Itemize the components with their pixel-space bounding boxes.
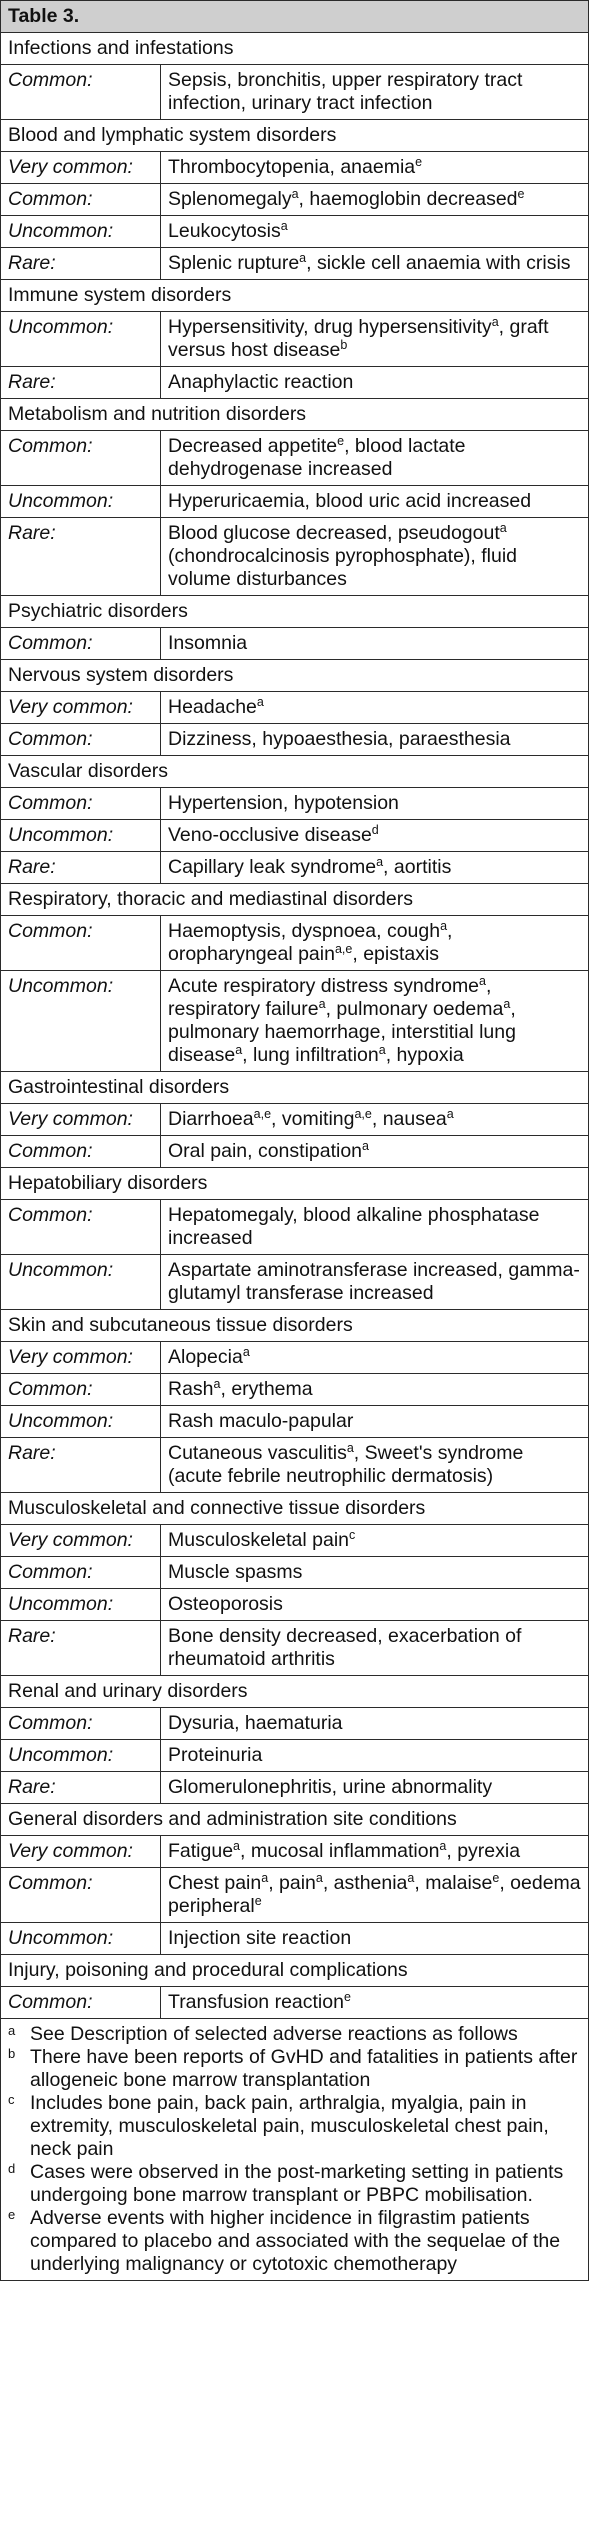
frequency-cell: Uncommon:	[1, 820, 161, 852]
soc-row	[1, 33, 589, 65]
reaction-text: Dysuria, haematuria	[168, 1712, 343, 1734]
footnote-text: There have been reports of GvHD and fatalities in patients after allogeneic bone marrow transplantation	[30, 2046, 578, 2091]
footnote-reference: a	[233, 1839, 240, 1854]
reaction-row	[1, 916, 589, 971]
soc-row	[1, 660, 589, 692]
reaction-row	[1, 1136, 589, 1168]
reactions-cell	[161, 152, 589, 184]
reaction-text: Fatigue	[168, 1840, 234, 1862]
reaction-row	[1, 184, 589, 216]
system-organ-class: Vascular disorders	[1, 756, 589, 788]
footnote-text: Includes bone pain, back pain, arthralgia, myalgia, pain in extremity, musculoskeletal pain, musculoskeletal chest pain, neck pain	[30, 2092, 549, 2160]
reaction-text: Blood glucose decreased, pseudogout	[168, 522, 500, 544]
reaction-text: Hyperuricaemia, blood uric acid increased	[168, 490, 532, 512]
footnote-reference: a	[291, 187, 299, 202]
frequency-cell: Common:	[1, 724, 161, 756]
reaction-text: , haemoglobin decreased	[298, 188, 518, 210]
reaction-text: Anaphylactic reaction	[168, 371, 354, 393]
frequency-cell: Common:	[1, 65, 161, 120]
reactions-cell	[161, 184, 589, 216]
reaction-text: Rash maculo-papular	[168, 1410, 354, 1432]
reaction-text: Glomerulonephritis, urine abnormality	[168, 1776, 493, 1798]
footnote	[8, 2092, 582, 2161]
reaction-text: Transfusion reaction	[168, 1991, 344, 2013]
reaction-text: Hypertension, hypotension	[168, 792, 399, 814]
footnote-reference: a,e	[253, 1107, 272, 1122]
soc-row	[1, 884, 589, 916]
footnote-reference: a	[280, 219, 288, 234]
soc-row	[1, 1493, 589, 1525]
reaction-text: Proteinuria	[168, 1744, 263, 1766]
reaction-text: Insomnia	[168, 632, 248, 654]
reaction-text: , oedema peripheral	[168, 1872, 581, 1917]
reaction-row	[1, 628, 589, 660]
reaction-row	[1, 724, 589, 756]
reactions-cell	[161, 1868, 589, 1923]
frequency-cell: Uncommon:	[1, 1406, 161, 1438]
reactions-cell	[161, 1255, 589, 1310]
footnote-reference: a,e	[354, 1107, 372, 1122]
reactions-cell	[161, 1136, 589, 1168]
reaction-text: Cutaneous vasculitis	[168, 1442, 347, 1464]
reactions-cell	[161, 1342, 589, 1374]
reaction-row	[1, 1525, 589, 1557]
reaction-text: Splenic rupture	[168, 252, 300, 274]
footnote-reference: d	[371, 823, 379, 838]
footnote-reference: a	[235, 1043, 243, 1058]
frequency-cell: Rare:	[1, 852, 161, 884]
reaction-text: Musculoskeletal pain	[168, 1529, 350, 1551]
reaction-text: Decreased appetite	[168, 435, 338, 457]
reactions-cell	[161, 1104, 589, 1136]
frequency-cell: Very common:	[1, 692, 161, 724]
reactions-cell	[161, 724, 589, 756]
reaction-text: , blood lactate dehydrogenase increased	[168, 435, 466, 480]
footnote-reference: e	[492, 1871, 500, 1886]
reaction-text: Muscle spasms	[168, 1561, 303, 1583]
reaction-row	[1, 1987, 589, 2019]
reaction-text: Haemoptysis, dyspnoea, cough	[168, 920, 441, 942]
footnote-reference: e	[254, 1894, 262, 1909]
reaction-row	[1, 692, 589, 724]
reaction-text: Aspartate aminotransferase increased, gamma-glutamyl transferase increased	[168, 1259, 580, 1304]
footnote-reference: a	[407, 1871, 415, 1886]
footnote-reference: a	[213, 1377, 221, 1392]
footnote-mark: b	[8, 2046, 16, 2061]
footnote-reference: a	[491, 315, 499, 330]
reactions-cell	[161, 248, 589, 280]
footnote-text: See Description of selected adverse reactions as follows	[30, 2023, 518, 2045]
footnote	[8, 2161, 582, 2207]
reaction-text: , graft versus host disease	[168, 316, 549, 361]
reaction-text: Capillary leak syndrome	[168, 856, 377, 878]
system-organ-class: Blood and lymphatic system disorders	[1, 120, 589, 152]
soc-row	[1, 120, 589, 152]
frequency-cell: Very common:	[1, 1836, 161, 1868]
reactions-cell	[161, 312, 589, 367]
reaction-row	[1, 312, 589, 367]
reactions-cell	[161, 486, 589, 518]
reaction-row	[1, 1589, 589, 1621]
reaction-text: , epistaxis	[352, 943, 440, 965]
footnote-reference: a	[362, 1139, 369, 1154]
reactions-cell	[161, 518, 589, 596]
soc-row	[1, 596, 589, 628]
reaction-row	[1, 1104, 589, 1136]
frequency-cell: Rare:	[1, 1438, 161, 1493]
reaction-row	[1, 1772, 589, 1804]
footnote-text: Adverse events with higher incidence in filgrastim patients compared to placebo and associated with the sequelae of the underlying malignancy or cytotoxic chemotherapy	[30, 2207, 561, 2275]
soc-row	[1, 1310, 589, 1342]
reaction-text: Alopecia	[168, 1346, 243, 1368]
reaction-row	[1, 518, 589, 596]
footnote-reference: a	[261, 1871, 269, 1886]
system-organ-class: Immune system disorders	[1, 280, 589, 312]
frequency-cell: Common:	[1, 1868, 161, 1923]
frequency-cell: Uncommon:	[1, 1923, 161, 1955]
reaction-text: Hypersensitivity, drug hypersensitivity	[168, 316, 492, 338]
system-organ-class: Respiratory, thoracic and mediastinal disorders	[1, 884, 589, 916]
reaction-row	[1, 367, 589, 399]
reaction-row	[1, 1621, 589, 1676]
reaction-text: Osteoporosis	[168, 1593, 283, 1615]
frequency-cell: Common:	[1, 1708, 161, 1740]
reaction-text: , lung infiltration	[242, 1044, 379, 1066]
frequency-cell: Common:	[1, 916, 161, 971]
frequency-cell: Uncommon:	[1, 1740, 161, 1772]
soc-row	[1, 756, 589, 788]
soc-row	[1, 280, 589, 312]
reactions-cell	[161, 1923, 589, 1955]
reaction-row	[1, 1406, 589, 1438]
reaction-text: , aortitis	[383, 856, 452, 878]
reactions-cell	[161, 852, 589, 884]
frequency-cell: Uncommon:	[1, 971, 161, 1072]
frequency-cell: Rare:	[1, 1621, 161, 1676]
system-organ-class: Metabolism and nutrition disorders	[1, 399, 589, 431]
frequency-cell: Common:	[1, 1374, 161, 1406]
system-organ-class: Infections and infestations	[1, 33, 589, 65]
table-title-row	[1, 1, 589, 33]
reactions-cell	[161, 692, 589, 724]
reaction-text: Headache	[168, 696, 257, 718]
frequency-cell: Common:	[1, 1987, 161, 2019]
footnote-mark: e	[8, 2207, 16, 2222]
footnote-text: Cases were observed in the post-marketing setting in patients undergoing bone marrow transplant or PBPC mobilisation.	[30, 2161, 564, 2206]
frequency-cell: Uncommon:	[1, 216, 161, 248]
footnote-reference: a	[446, 1107, 454, 1122]
frequency-cell: Common:	[1, 628, 161, 660]
footnote-reference: a	[315, 1871, 323, 1886]
table-body	[1, 1, 589, 2281]
reaction-text: , Sweet's syndrome (acute febrile neutrophilic dermatosis)	[168, 1442, 524, 1487]
reaction-text: , pulmonary haemorrhage, interstitial lung disease	[168, 998, 516, 1066]
footnote-reference: b	[340, 338, 348, 353]
reaction-row	[1, 1374, 589, 1406]
reactions-cell	[161, 1621, 589, 1676]
footnote-reference: a	[479, 974, 486, 989]
footnote-reference: a	[318, 997, 326, 1012]
reaction-text: Rash	[168, 1378, 214, 1400]
reaction-row	[1, 1868, 589, 1923]
footnotes-row	[1, 2019, 589, 2281]
reaction-text: Injection site reaction	[168, 1927, 352, 1949]
footnote-reference: a	[242, 1345, 250, 1360]
footnote	[8, 2046, 582, 2092]
reaction-row	[1, 1923, 589, 1955]
reactions-cell	[161, 216, 589, 248]
reaction-text: Sepsis, bronchitis, upper respiratory tract infection, urinary tract infection	[168, 69, 523, 114]
reactions-cell	[161, 916, 589, 971]
reaction-text: , pyrexia	[446, 1840, 521, 1862]
footnote-mark: a	[8, 2023, 16, 2038]
frequency-cell: Common:	[1, 431, 161, 486]
reaction-row	[1, 1708, 589, 1740]
reaction-row	[1, 971, 589, 1072]
frequency-cell: Common:	[1, 788, 161, 820]
reactions-cell	[161, 1772, 589, 1804]
system-organ-class: Nervous system disorders	[1, 660, 589, 692]
reaction-text: Splenomegaly	[168, 188, 292, 210]
footnote-mark: d	[8, 2161, 16, 2176]
reaction-text: , pulmonary oedema	[325, 998, 504, 1020]
footnote-reference: a	[503, 997, 511, 1012]
frequency-cell: Common:	[1, 184, 161, 216]
reactions-cell	[161, 1438, 589, 1493]
reaction-text: Leukocytosis	[168, 220, 281, 242]
footnote-mark: c	[8, 2092, 15, 2107]
soc-row	[1, 1072, 589, 1104]
reactions-cell	[161, 820, 589, 852]
footnote-reference: a	[376, 855, 384, 870]
frequency-cell: Common:	[1, 1136, 161, 1168]
reaction-text: Thrombocytopenia, anaemia	[168, 156, 416, 178]
reaction-text: , pain	[268, 1872, 316, 1894]
reaction-row	[1, 152, 589, 184]
footnote-reference: a	[346, 1441, 354, 1456]
system-organ-class: Skin and subcutaneous tissue disorders	[1, 1310, 589, 1342]
reaction-text: Hepatomegaly, blood alkaline phosphatase increased	[168, 1204, 540, 1249]
reaction-text: Veno-occlusive disease	[168, 824, 372, 846]
reaction-text: Oral pain, constipation	[168, 1140, 363, 1162]
footnote-reference: e	[415, 155, 423, 170]
reaction-row	[1, 65, 589, 120]
reaction-row	[1, 788, 589, 820]
frequency-cell: Uncommon:	[1, 1255, 161, 1310]
reaction-row	[1, 216, 589, 248]
reactions-cell	[161, 1836, 589, 1868]
frequency-cell: Rare:	[1, 248, 161, 280]
frequency-cell: Very common:	[1, 1342, 161, 1374]
reaction-text: Diarrhoea	[168, 1108, 254, 1130]
footnote-reference: e	[337, 434, 345, 449]
footnote-reference: a	[440, 919, 448, 934]
reaction-row	[1, 1438, 589, 1493]
system-organ-class: Renal and urinary disorders	[1, 1676, 589, 1708]
soc-row	[1, 1676, 589, 1708]
reaction-row	[1, 1342, 589, 1374]
reactions-cell	[161, 1589, 589, 1621]
reactions-cell	[161, 1740, 589, 1772]
footnote	[8, 2207, 582, 2276]
reaction-row	[1, 248, 589, 280]
reaction-row	[1, 820, 589, 852]
reaction-text: , malaise	[414, 1872, 493, 1894]
reaction-text: , mucosal inflammation	[240, 1840, 440, 1862]
frequency-cell: Rare:	[1, 1772, 161, 1804]
frequency-cell: Common:	[1, 1557, 161, 1589]
reaction-text: , sickle cell anaemia with crisis	[306, 252, 571, 274]
soc-row	[1, 1168, 589, 1200]
reactions-cell	[161, 1406, 589, 1438]
soc-row	[1, 1804, 589, 1836]
footnote	[8, 2023, 582, 2046]
frequency-cell: Very common:	[1, 1104, 161, 1136]
reactions-cell	[161, 788, 589, 820]
frequency-cell: Uncommon:	[1, 1589, 161, 1621]
frequency-cell: Very common:	[1, 152, 161, 184]
footnote-reference: e	[517, 187, 525, 202]
frequency-cell: Common:	[1, 1200, 161, 1255]
reaction-text: , nausea	[371, 1108, 447, 1130]
system-organ-class: Psychiatric disorders	[1, 596, 589, 628]
footnote-reference: a,e	[334, 942, 353, 957]
reactions-cell	[161, 971, 589, 1072]
reactions-cell	[161, 1557, 589, 1589]
soc-row	[1, 399, 589, 431]
reaction-text: (chondrocalcinosis pyrophosphate), fluid volume disturbances	[168, 545, 518, 590]
system-organ-class: Hepatobiliary disorders	[1, 1168, 589, 1200]
frequency-cell: Rare:	[1, 367, 161, 399]
footnote-reference: a	[378, 1043, 386, 1058]
reaction-row	[1, 1255, 589, 1310]
system-organ-class: Injury, poisoning and procedural complications	[1, 1955, 589, 1987]
footnote-reference: c	[349, 1528, 356, 1543]
footnote-reference: a	[439, 1839, 447, 1854]
frequency-cell: Rare:	[1, 518, 161, 596]
frequency-cell: Uncommon:	[1, 312, 161, 367]
reactions-cell	[161, 628, 589, 660]
reactions-cell	[161, 1374, 589, 1406]
footnote-reference: a	[256, 695, 264, 710]
reaction-text: , vomiting	[271, 1108, 355, 1130]
reactions-cell	[161, 431, 589, 486]
reaction-row	[1, 852, 589, 884]
system-organ-class: Gastrointestinal disorders	[1, 1072, 589, 1104]
reactions-cell	[161, 1987, 589, 2019]
reactions-cell	[161, 1200, 589, 1255]
reaction-text: , asthenia	[322, 1872, 408, 1894]
reaction-row	[1, 431, 589, 486]
reaction-text: Acute respiratory distress syndrome	[168, 975, 480, 997]
footnote-reference: e	[343, 1990, 351, 2005]
reactions-cell	[161, 1708, 589, 1740]
reaction-text: , oropharyngeal pain	[168, 920, 453, 965]
reactions-cell	[161, 1525, 589, 1557]
reaction-row	[1, 1836, 589, 1868]
footnote-reference: a	[299, 251, 307, 266]
frequency-cell: Very common:	[1, 1525, 161, 1557]
footnotes	[1, 2019, 589, 2281]
reaction-text: , respiratory failure	[168, 975, 492, 1020]
reaction-row	[1, 486, 589, 518]
reaction-text: , hypoxia	[385, 1044, 464, 1066]
reaction-text: Chest pain	[168, 1872, 262, 1894]
footnote-reference: a	[499, 521, 507, 536]
reaction-row	[1, 1740, 589, 1772]
reactions-cell	[161, 65, 589, 120]
system-organ-class: General disorders and administration site conditions	[1, 1804, 589, 1836]
soc-row	[1, 1955, 589, 1987]
reaction-row	[1, 1200, 589, 1255]
system-organ-class: Musculoskeletal and connective tissue disorders	[1, 1493, 589, 1525]
reaction-text: Dizziness, hypoaesthesia, paraesthesia	[168, 728, 511, 750]
reactions-cell	[161, 367, 589, 399]
reaction-text: Bone density decreased, exacerbation of rheumatoid arthritis	[168, 1625, 522, 1670]
reaction-text: , erythema	[220, 1378, 313, 1400]
table-title: Table 3.	[1, 1, 589, 33]
frequency-cell: Uncommon:	[1, 486, 161, 518]
reaction-row	[1, 1557, 589, 1589]
